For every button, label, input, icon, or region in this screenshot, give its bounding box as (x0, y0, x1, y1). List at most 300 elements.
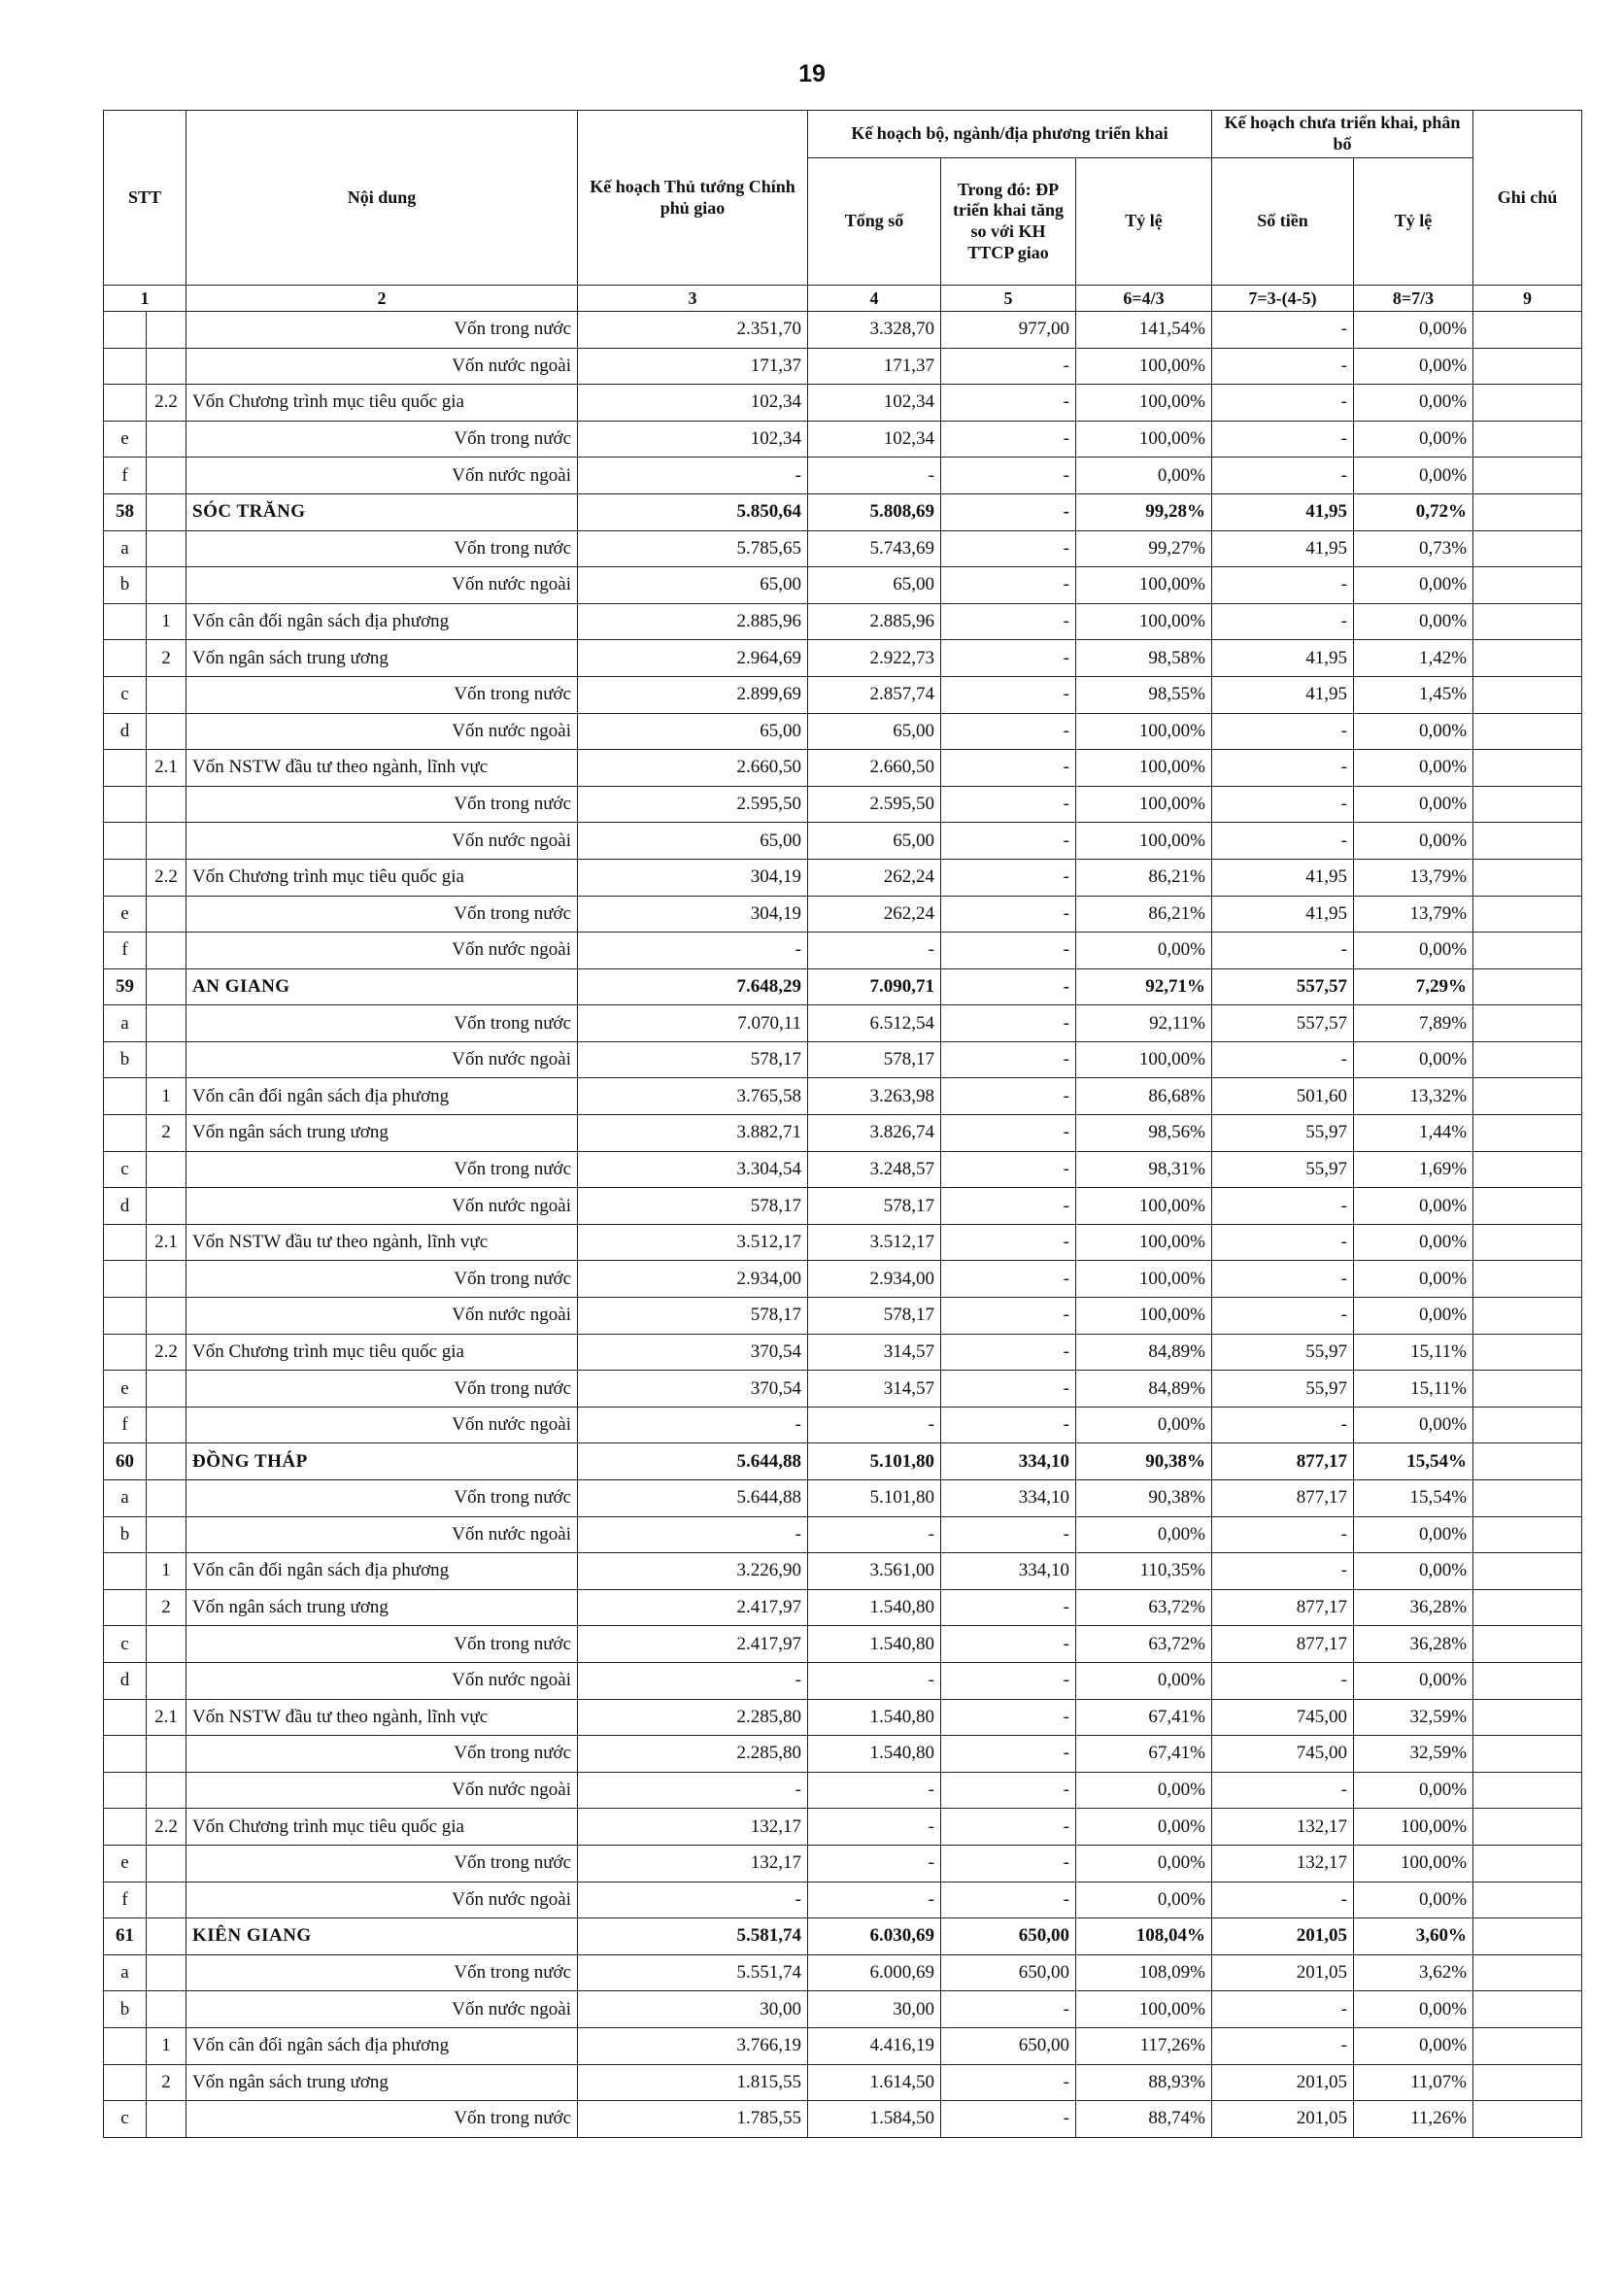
row-sub-index (147, 1736, 186, 1773)
row-stt: e (104, 1845, 147, 1882)
cell-ghi-chu (1473, 1516, 1582, 1553)
row-sub-index (147, 1151, 186, 1188)
cell-ty-le-chua-trien-khai: 0,00% (1354, 2027, 1473, 2064)
row-stt: e (104, 896, 147, 933)
table-row (104, 1553, 1582, 1590)
row-content: Vốn nước ngoài (186, 713, 578, 750)
cell-ke-hoach-ttcp: - (578, 1662, 808, 1699)
cell-tang-so-voi-kh: - (941, 1662, 1076, 1699)
cell-ty-le-chua-trien-khai: 0,00% (1354, 1516, 1473, 1553)
cell-tang-so-voi-kh: - (941, 1334, 1076, 1371)
table-row (104, 567, 1582, 604)
cell-ty-le: 67,41% (1076, 1699, 1212, 1736)
cell-ke-hoach-ttcp: 7.070,11 (578, 1005, 808, 1042)
row-content: Vốn trong nước (186, 421, 578, 458)
row-sub-index (147, 1443, 186, 1480)
cell-ke-hoach-ttcp: 3.226,90 (578, 1553, 808, 1590)
row-content: Vốn trong nước (186, 896, 578, 933)
cell-ghi-chu (1473, 2027, 1582, 2064)
row-content: Vốn trong nước (186, 786, 578, 823)
row-content: Vốn Chương trình mục tiêu quốc gia (186, 1809, 578, 1846)
cell-ghi-chu (1473, 1772, 1582, 1809)
cell-so-tien-chua-trien-khai: - (1212, 421, 1354, 458)
row-content: Vốn ngân sách trung ương (186, 640, 578, 677)
cell-ty-le-chua-trien-khai: 0,00% (1354, 1298, 1473, 1335)
row-sub-index (147, 1041, 186, 1078)
cell-so-tien-chua-trien-khai: - (1212, 1991, 1354, 2028)
row-sub-index: 2.1 (147, 1699, 186, 1736)
row-sub-index (147, 933, 186, 969)
row-stt (104, 2064, 147, 2101)
column-number: 8=7/3 (1354, 286, 1473, 312)
cell-tong-so: 65,00 (808, 823, 941, 860)
cell-ty-le-chua-trien-khai: 0,00% (1354, 348, 1473, 385)
cell-tong-so: 578,17 (808, 1041, 941, 1078)
cell-so-tien-chua-trien-khai: 41,95 (1212, 896, 1354, 933)
cell-ke-hoach-ttcp: 7.648,29 (578, 968, 808, 1005)
row-sub-index (147, 1882, 186, 1918)
cell-ke-hoach-ttcp: 5.785,65 (578, 530, 808, 567)
cell-tang-so-voi-kh: - (941, 1261, 1076, 1298)
cell-ty-le-chua-trien-khai: 0,00% (1354, 567, 1473, 604)
cell-ty-le-chua-trien-khai: 1,45% (1354, 676, 1473, 713)
row-stt: a (104, 1480, 147, 1517)
row-sub-index: 2.1 (147, 1224, 186, 1261)
cell-tong-so: 578,17 (808, 1298, 941, 1335)
table-row (104, 1407, 1582, 1443)
cell-tong-so: 1.540,80 (808, 1736, 941, 1773)
row-stt: c (104, 1626, 147, 1663)
cell-ghi-chu (1473, 1115, 1582, 1152)
cell-so-tien-chua-trien-khai: - (1212, 348, 1354, 385)
row-sub-index: 2 (147, 640, 186, 677)
row-sub-index (147, 1188, 186, 1225)
cell-ke-hoach-ttcp: 304,19 (578, 859, 808, 896)
cell-tang-so-voi-kh: - (941, 2064, 1076, 2101)
cell-ghi-chu (1473, 1298, 1582, 1335)
cell-tang-so-voi-kh: - (941, 640, 1076, 677)
column-number-row (104, 286, 1582, 312)
table-row (104, 312, 1582, 349)
row-stt (104, 1078, 147, 1115)
row-stt (104, 786, 147, 823)
cell-ke-hoach-ttcp: 3.766,19 (578, 2027, 808, 2064)
cell-tong-so: 578,17 (808, 1188, 941, 1225)
cell-ty-le: 100,00% (1076, 385, 1212, 422)
cell-ke-hoach-ttcp: 3.304,54 (578, 1151, 808, 1188)
cell-ghi-chu (1473, 823, 1582, 860)
cell-so-tien-chua-trien-khai: 557,57 (1212, 1005, 1354, 1042)
cell-ty-le: 99,28% (1076, 493, 1212, 530)
row-sub-index (147, 1005, 186, 1042)
cell-so-tien-chua-trien-khai: - (1212, 1261, 1354, 1298)
cell-tong-so: 1.584,50 (808, 2101, 941, 2138)
cell-so-tien-chua-trien-khai: - (1212, 1407, 1354, 1443)
budget-table (103, 110, 1582, 2138)
cell-ke-hoach-ttcp: 65,00 (578, 567, 808, 604)
cell-ty-le: 100,00% (1076, 1298, 1212, 1335)
cell-ty-le-chua-trien-khai: 7,89% (1354, 1005, 1473, 1042)
cell-ghi-chu (1473, 385, 1582, 422)
row-content: Vốn ngân sách trung ương (186, 2064, 578, 2101)
cell-ty-le-chua-trien-khai: 1,42% (1354, 640, 1473, 677)
row-content: SÓC TRĂNG (186, 493, 578, 530)
cell-ghi-chu (1473, 713, 1582, 750)
row-content: Vốn nước ngoài (186, 1188, 578, 1225)
cell-ghi-chu (1473, 1809, 1582, 1846)
cell-tong-so: 65,00 (808, 567, 941, 604)
table-row (104, 1882, 1582, 1918)
table-row (104, 530, 1582, 567)
cell-ghi-chu (1473, 1371, 1582, 1408)
row-sub-index (147, 713, 186, 750)
row-content: Vốn nước ngoài (186, 1298, 578, 1335)
cell-ghi-chu (1473, 968, 1582, 1005)
cell-ghi-chu (1473, 750, 1582, 787)
cell-ty-le: 92,11% (1076, 1005, 1212, 1042)
cell-so-tien-chua-trien-khai: - (1212, 750, 1354, 787)
table-row (104, 1954, 1582, 1991)
row-sub-index: 2.2 (147, 1334, 186, 1371)
table-row (104, 1845, 1582, 1882)
row-content: Vốn nước ngoài (186, 1516, 578, 1553)
cell-ghi-chu (1473, 493, 1582, 530)
table-row (104, 421, 1582, 458)
province-row (104, 493, 1582, 530)
cell-ghi-chu (1473, 1078, 1582, 1115)
row-content: Vốn nước ngoài (186, 1662, 578, 1699)
row-stt (104, 603, 147, 640)
cell-so-tien-chua-trien-khai: - (1212, 933, 1354, 969)
header-stt: STT (104, 111, 186, 286)
cell-ghi-chu (1473, 1005, 1582, 1042)
column-number: 3 (578, 286, 808, 312)
cell-ty-le-chua-trien-khai: 0,00% (1354, 603, 1473, 640)
cell-ke-hoach-ttcp: 370,54 (578, 1334, 808, 1371)
cell-so-tien-chua-trien-khai: - (1212, 1041, 1354, 1078)
cell-ghi-chu (1473, 1882, 1582, 1918)
row-content: Vốn nước ngoài (186, 1407, 578, 1443)
column-number: 4 (808, 286, 941, 312)
row-sub-index (147, 1261, 186, 1298)
cell-tong-so: 3.328,70 (808, 312, 941, 349)
cell-ty-le-chua-trien-khai: 36,28% (1354, 1626, 1473, 1663)
cell-tong-so: 262,24 (808, 859, 941, 896)
cell-ty-le-chua-trien-khai: 0,00% (1354, 823, 1473, 860)
row-stt: f (104, 1407, 147, 1443)
cell-ke-hoach-ttcp: 370,54 (578, 1371, 808, 1408)
table-row (104, 1516, 1582, 1553)
row-stt: b (104, 1041, 147, 1078)
cell-so-tien-chua-trien-khai: 41,95 (1212, 676, 1354, 713)
cell-ty-le-chua-trien-khai: 0,00% (1354, 1772, 1473, 1809)
cell-so-tien-chua-trien-khai: - (1212, 458, 1354, 494)
row-sub-index: 2.2 (147, 859, 186, 896)
cell-tang-so-voi-kh: - (941, 1371, 1076, 1408)
cell-ty-le: 100,00% (1076, 348, 1212, 385)
cell-tong-so: 5.101,80 (808, 1443, 941, 1480)
table-row (104, 1078, 1582, 1115)
row-sub-index (147, 1626, 186, 1663)
cell-ty-le-chua-trien-khai: 0,00% (1354, 786, 1473, 823)
cell-so-tien-chua-trien-khai: - (1212, 1298, 1354, 1335)
cell-so-tien-chua-trien-khai: 745,00 (1212, 1736, 1354, 1773)
row-content: Vốn nước ngoài (186, 458, 578, 494)
cell-tong-so: - (808, 1662, 941, 1699)
cell-tang-so-voi-kh: 334,10 (941, 1443, 1076, 1480)
row-stt (104, 2027, 147, 2064)
cell-ty-le-chua-trien-khai: 1,69% (1354, 1151, 1473, 1188)
cell-ty-le: 0,00% (1076, 1407, 1212, 1443)
cell-so-tien-chua-trien-khai: - (1212, 1772, 1354, 1809)
table-row (104, 1334, 1582, 1371)
cell-ty-le: 100,00% (1076, 567, 1212, 604)
cell-ke-hoach-ttcp: - (578, 1772, 808, 1809)
column-number: 6=4/3 (1076, 286, 1212, 312)
cell-ghi-chu (1473, 1188, 1582, 1225)
cell-ty-le-chua-trien-khai: 15,11% (1354, 1371, 1473, 1408)
cell-tang-so-voi-kh: - (941, 493, 1076, 530)
row-stt (104, 1115, 147, 1152)
row-sub-index (147, 421, 186, 458)
row-stt (104, 1261, 147, 1298)
header-ty-le-2: Tỷ lệ (1354, 158, 1473, 286)
table-row (104, 1224, 1582, 1261)
row-stt (104, 1224, 147, 1261)
header-trong-do: Trong đó: ĐP triển khai tăng so với KH TTCP giao (941, 158, 1076, 286)
cell-ty-le: 100,00% (1076, 1041, 1212, 1078)
cell-tong-so: 6.512,54 (808, 1005, 941, 1042)
cell-ghi-chu (1473, 1918, 1582, 1955)
row-content: Vốn nước ngoài (186, 348, 578, 385)
cell-tang-so-voi-kh: - (941, 859, 1076, 896)
row-content: Vốn Chương trình mục tiêu quốc gia (186, 859, 578, 896)
cell-ke-hoach-ttcp: 30,00 (578, 1991, 808, 2028)
row-sub-index (147, 1954, 186, 1991)
row-stt: c (104, 1151, 147, 1188)
cell-so-tien-chua-trien-khai: - (1212, 1224, 1354, 1261)
cell-tang-so-voi-kh: - (941, 530, 1076, 567)
table-row (104, 1589, 1582, 1626)
cell-tong-so: 2.934,00 (808, 1261, 941, 1298)
row-sub-index: 1 (147, 1553, 186, 1590)
cell-ty-le: 100,00% (1076, 603, 1212, 640)
cell-so-tien-chua-trien-khai: - (1212, 1553, 1354, 1590)
cell-ghi-chu (1473, 1334, 1582, 1371)
table-row (104, 676, 1582, 713)
cell-ty-le-chua-trien-khai: 100,00% (1354, 1845, 1473, 1882)
row-content: Vốn trong nước (186, 676, 578, 713)
cell-tang-so-voi-kh: - (941, 1041, 1076, 1078)
cell-ke-hoach-ttcp: 2.285,80 (578, 1699, 808, 1736)
cell-so-tien-chua-trien-khai: 201,05 (1212, 1954, 1354, 1991)
row-content: Vốn ngân sách trung ương (186, 1115, 578, 1152)
row-content: Vốn trong nước (186, 1261, 578, 1298)
cell-ty-le: 99,27% (1076, 530, 1212, 567)
table-header (104, 111, 1582, 312)
cell-so-tien-chua-trien-khai: - (1212, 385, 1354, 422)
cell-tang-so-voi-kh: 650,00 (941, 2027, 1076, 2064)
cell-ke-hoach-ttcp: 65,00 (578, 713, 808, 750)
cell-ghi-chu (1473, 421, 1582, 458)
row-sub-index (147, 896, 186, 933)
cell-ty-le-chua-trien-khai: 0,00% (1354, 385, 1473, 422)
cell-ghi-chu (1473, 1589, 1582, 1626)
cell-ty-le: 117,26% (1076, 2027, 1212, 2064)
row-stt (104, 823, 147, 860)
cell-tong-so: 2.660,50 (808, 750, 941, 787)
row-sub-index: 2 (147, 1115, 186, 1152)
row-sub-index (147, 1298, 186, 1335)
row-sub-index (147, 567, 186, 604)
cell-tang-so-voi-kh: - (941, 1589, 1076, 1626)
cell-so-tien-chua-trien-khai: - (1212, 1662, 1354, 1699)
table-row (104, 1371, 1582, 1408)
cell-ty-le: 92,71% (1076, 968, 1212, 1005)
row-sub-index (147, 348, 186, 385)
cell-ty-le: 141,54% (1076, 312, 1212, 349)
cell-tang-so-voi-kh: - (941, 1845, 1076, 1882)
cell-ty-le-chua-trien-khai: 36,28% (1354, 1589, 1473, 1626)
cell-ghi-chu (1473, 1845, 1582, 1882)
row-sub-index: 2.2 (147, 1809, 186, 1846)
row-stt (104, 1736, 147, 1773)
table-body (104, 312, 1582, 2138)
cell-ke-hoach-ttcp: 2.885,96 (578, 603, 808, 640)
cell-tang-so-voi-kh: - (941, 421, 1076, 458)
cell-tang-so-voi-kh: - (941, 603, 1076, 640)
cell-ty-le-chua-trien-khai: 0,00% (1354, 1553, 1473, 1590)
cell-so-tien-chua-trien-khai: - (1212, 1882, 1354, 1918)
cell-ghi-chu (1473, 1443, 1582, 1480)
row-content: Vốn trong nước (186, 1954, 578, 1991)
cell-ty-le-chua-trien-khai: 11,26% (1354, 2101, 1473, 2138)
row-stt: d (104, 1188, 147, 1225)
cell-ghi-chu (1473, 1662, 1582, 1699)
cell-ty-le-chua-trien-khai: 15,54% (1354, 1480, 1473, 1517)
cell-ghi-chu (1473, 2064, 1582, 2101)
cell-tong-so: 65,00 (808, 713, 941, 750)
cell-tang-so-voi-kh: 650,00 (941, 1918, 1076, 1955)
row-sub-index (147, 1371, 186, 1408)
cell-ty-le: 100,00% (1076, 786, 1212, 823)
cell-ke-hoach-ttcp: 2.285,80 (578, 1736, 808, 1773)
table-row (104, 1261, 1582, 1298)
cell-ty-le-chua-trien-khai: 0,00% (1354, 312, 1473, 349)
row-content: Vốn nước ngoài (186, 823, 578, 860)
cell-tang-so-voi-kh: 650,00 (941, 1954, 1076, 1991)
cell-so-tien-chua-trien-khai: 41,95 (1212, 859, 1354, 896)
cell-so-tien-chua-trien-khai: 877,17 (1212, 1589, 1354, 1626)
cell-tang-so-voi-kh: - (941, 750, 1076, 787)
row-stt: e (104, 1371, 147, 1408)
cell-ghi-chu (1473, 603, 1582, 640)
cell-tang-so-voi-kh: 334,10 (941, 1553, 1076, 1590)
cell-ke-hoach-ttcp: 2.417,97 (578, 1589, 808, 1626)
row-stt (104, 312, 147, 349)
row-content: Vốn trong nước (186, 1371, 578, 1408)
table-row (104, 1115, 1582, 1152)
column-number: 5 (941, 286, 1076, 312)
cell-tong-so: 1.614,50 (808, 2064, 941, 2101)
cell-ke-hoach-ttcp: 2.595,50 (578, 786, 808, 823)
cell-so-tien-chua-trien-khai: - (1212, 567, 1354, 604)
cell-so-tien-chua-trien-khai: 132,17 (1212, 1845, 1354, 1882)
cell-so-tien-chua-trien-khai: 877,17 (1212, 1443, 1354, 1480)
row-content: AN GIANG (186, 968, 578, 1005)
cell-tang-so-voi-kh: - (941, 933, 1076, 969)
cell-tang-so-voi-kh: - (941, 1005, 1076, 1042)
cell-tang-so-voi-kh: - (941, 1224, 1076, 1261)
cell-tong-so: 5.808,69 (808, 493, 941, 530)
cell-tang-so-voi-kh: - (941, 1151, 1076, 1188)
cell-ty-le: 84,89% (1076, 1334, 1212, 1371)
cell-tang-so-voi-kh: - (941, 1115, 1076, 1152)
cell-ty-le-chua-trien-khai: 0,00% (1354, 1407, 1473, 1443)
cell-ke-hoach-ttcp: 5.644,88 (578, 1480, 808, 1517)
row-content: Vốn trong nước (186, 530, 578, 567)
row-stt: b (104, 1516, 147, 1553)
cell-ty-le: 0,00% (1076, 1845, 1212, 1882)
row-stt (104, 750, 147, 787)
cell-tong-so: 3.826,74 (808, 1115, 941, 1152)
cell-ghi-chu (1473, 1991, 1582, 2028)
cell-ke-hoach-ttcp: 171,37 (578, 348, 808, 385)
table-row (104, 859, 1582, 896)
row-stt (104, 1809, 147, 1846)
cell-so-tien-chua-trien-khai: 55,97 (1212, 1334, 1354, 1371)
cell-ghi-chu (1473, 1224, 1582, 1261)
cell-ty-le-chua-trien-khai: 11,07% (1354, 2064, 1473, 2101)
cell-tong-so: 3.512,17 (808, 1224, 941, 1261)
header-ty-le: Tỷ lệ (1076, 158, 1212, 286)
cell-tong-so: 1.540,80 (808, 1626, 941, 1663)
cell-tong-so: 3.248,57 (808, 1151, 941, 1188)
row-sub-index (147, 312, 186, 349)
row-stt: b (104, 1991, 147, 2028)
table-row (104, 1699, 1582, 1736)
cell-tong-so: 1.540,80 (808, 1699, 941, 1736)
row-content: KIÊN GIANG (186, 1918, 578, 1955)
cell-tang-so-voi-kh: - (941, 1188, 1076, 1225)
row-sub-index (147, 458, 186, 494)
cell-tong-so: 102,34 (808, 385, 941, 422)
row-content: Vốn Chương trình mục tiêu quốc gia (186, 1334, 578, 1371)
cell-tang-so-voi-kh: - (941, 1516, 1076, 1553)
cell-ghi-chu (1473, 348, 1582, 385)
row-stt: d (104, 1662, 147, 1699)
cell-tang-so-voi-kh: - (941, 896, 1076, 933)
row-stt: a (104, 1954, 147, 1991)
row-content: Vốn nước ngoài (186, 1041, 578, 1078)
cell-ty-le-chua-trien-khai: 15,54% (1354, 1443, 1473, 1480)
cell-tong-so: 2.922,73 (808, 640, 941, 677)
cell-ghi-chu (1473, 1736, 1582, 1773)
cell-tong-so: 5.101,80 (808, 1480, 941, 1517)
cell-ke-hoach-ttcp: - (578, 933, 808, 969)
cell-tang-so-voi-kh: - (941, 1882, 1076, 1918)
cell-ghi-chu (1473, 312, 1582, 349)
cell-ty-le: 108,09% (1076, 1954, 1212, 1991)
row-sub-index (147, 1845, 186, 1882)
table-row (104, 458, 1582, 494)
row-content: Vốn Chương trình mục tiêu quốc gia (186, 385, 578, 422)
row-sub-index (147, 1480, 186, 1517)
cell-tang-so-voi-kh: - (941, 823, 1076, 860)
cell-ke-hoach-ttcp: - (578, 1516, 808, 1553)
cell-so-tien-chua-trien-khai: 55,97 (1212, 1371, 1354, 1408)
table-row (104, 823, 1582, 860)
